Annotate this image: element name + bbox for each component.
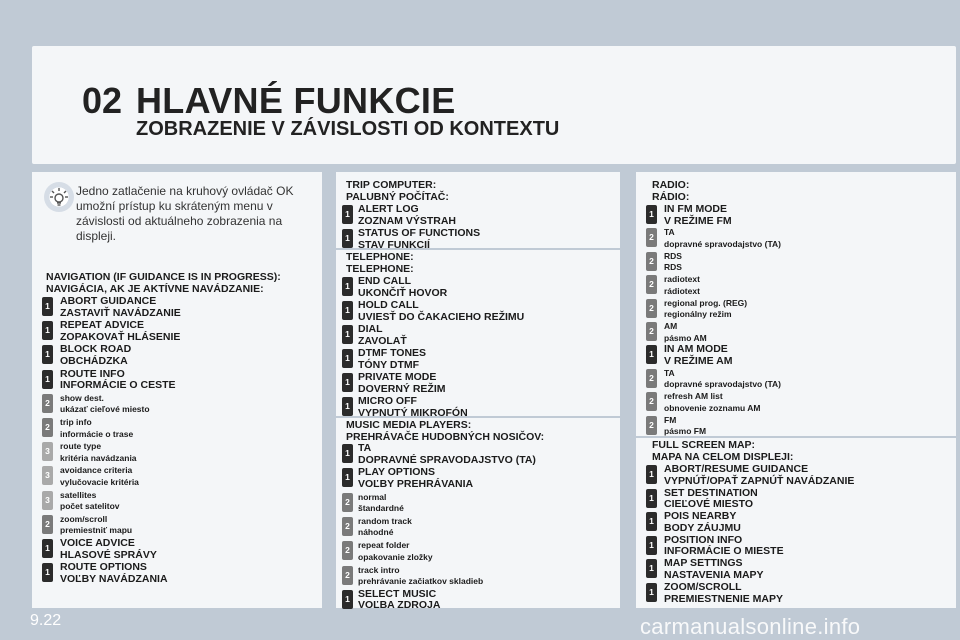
menu-item-label-sk: VOĽBA ZDROJA: [358, 599, 441, 612]
level-badge: 1: [342, 468, 353, 487]
navigation-menu-item: [60, 417, 133, 440]
menu-item-label-sk: pásmo FM: [664, 426, 707, 437]
music-menu-item: [358, 492, 404, 515]
menu-item-label-en: ZOOM/SCROLL: [664, 581, 742, 593]
fullmap-title-sk: MAPA NA CELOM DISPLEJI:: [652, 450, 794, 463]
music-menu-item: [358, 565, 483, 588]
menu-item-label-sk: ZOPAKOVAŤ HLÁSENIE: [60, 330, 181, 343]
level-badge: 2: [646, 392, 657, 411]
navigation-menu-item: [60, 441, 137, 464]
level-badge: 2: [342, 517, 353, 536]
radio-menu-item: [664, 227, 781, 250]
radio-title-en: RADIO:: [652, 179, 690, 191]
menu-item-label-sk: dopravné spravodajstvo (TA): [664, 379, 781, 390]
navigation-menu-item: [60, 538, 157, 561]
level-badge: 2: [342, 541, 353, 560]
menu-item-label-en: ABORT/RESUME GUIDANCE: [664, 463, 809, 475]
level-badge: 1: [646, 465, 657, 484]
navigation-title-en: NAVIGATION (IF GUIDANCE IS IN PROGRESS):: [46, 271, 281, 283]
radio-title: [652, 180, 689, 203]
menu-item-label-en: ALERT LOG: [358, 203, 419, 215]
music-menu-item: [358, 443, 536, 466]
trip-menu-item: [358, 228, 480, 251]
menu-item-label-sk: informácie o trase: [60, 428, 134, 439]
level-badge: 1: [42, 370, 53, 389]
navigation-menu-item: [60, 320, 180, 343]
menu-item-label-en: radiotext: [664, 274, 700, 285]
menu-item-label-en: VOICE ADVICE: [60, 537, 135, 549]
fullmap-menu-item: [664, 464, 854, 487]
menu-item-label-en: HOLD CALL: [358, 299, 419, 311]
level-badge: 1: [646, 536, 657, 555]
level-badge: 1: [646, 205, 657, 224]
navigation-menu-item: [60, 562, 168, 585]
fullmap-title-en: FULL SCREEN MAP:: [652, 439, 756, 451]
level-badge: 1: [42, 345, 53, 364]
level-badge: 3: [42, 466, 53, 485]
radio-menu-item: [664, 344, 732, 367]
menu-item-label-en: MAP SETTINGS: [664, 557, 743, 570]
trip-title: [346, 180, 449, 203]
menu-item-label-en: track intro: [358, 564, 400, 575]
menu-item-label-en: ROUTE OPTIONS: [60, 561, 147, 574]
menu-item-label-en: DIAL: [358, 323, 383, 335]
navigation-menu-item: [60, 369, 176, 392]
radio-menu-item: [664, 204, 732, 227]
menu-item-label-en: FM: [664, 414, 677, 425]
menu-item-label-sk: regionálny režim: [664, 309, 732, 320]
menu-item-label-en: END CALL: [358, 275, 412, 287]
menu-item-label-sk: ZASTAVIŤ NAVÁDZANIE: [60, 306, 181, 319]
telephone-menu-item: [358, 396, 468, 419]
level-badge: 1: [646, 345, 657, 364]
fullmap-menu-item: [664, 558, 764, 581]
menu-item-label-en: POIS NEARBY: [664, 510, 737, 523]
page-title: HLAVNÉ FUNKCIE: [136, 80, 456, 121]
menu-item-label-en: refresh AM list: [664, 391, 723, 402]
music-title: [346, 420, 544, 443]
menu-item-label-en: PRIVATE MODE: [358, 371, 437, 383]
level-badge: 1: [42, 297, 53, 316]
menu-item-label-sk: STAV FUNKCIÍ: [358, 238, 430, 251]
menu-item-label-sk: premiestniť mapu: [60, 525, 133, 536]
menu-item-label-en: REPEAT ADVICE: [60, 319, 145, 332]
menu-item-label-en: IN AM MODE: [664, 343, 728, 356]
menu-item-label-sk: rádiotext: [664, 285, 700, 296]
menu-item-label-en: trip info: [60, 417, 92, 427]
menu-item-label-sk: VOĽBY NAVÁDZANIA: [60, 572, 168, 585]
radio-menu-item: [664, 298, 747, 321]
level-badge: 1: [342, 349, 353, 368]
menu-item-label-sk: náhodné: [358, 527, 394, 538]
telephone-menu-item: [358, 348, 426, 371]
music-menu-item: [358, 516, 412, 539]
level-badge: 1: [342, 325, 353, 344]
menu-item-label-en: IN FM MODE: [664, 203, 727, 215]
navigation-menu-item: [60, 465, 139, 488]
level-badge: 2: [646, 416, 657, 435]
menu-item-label-en: ABORT GUIDANCE: [60, 295, 157, 307]
menu-item-label-sk: DOPRAVNÉ SPRAVODAJSTVO (TA): [358, 453, 536, 466]
level-badge: 1: [342, 373, 353, 392]
music-menu-item: [358, 467, 473, 490]
menu-item-label-en: avoidance criteria: [60, 465, 133, 476]
telephone-menu-item: [358, 324, 407, 347]
menu-item-label-sk: INFORMÁCIE O MIESTE: [664, 545, 784, 558]
left-panel: [32, 172, 322, 608]
level-badge: 2: [646, 228, 657, 247]
menu-item-label-sk: opakovanie zložky: [358, 551, 433, 562]
level-badge: 2: [42, 515, 53, 534]
menu-item-label-sk: VYPNUTÝ MIKROFÓN: [358, 406, 468, 419]
menu-item-label-en: repeat folder: [358, 540, 410, 551]
menu-item-label-en: AM: [664, 321, 678, 331]
level-badge: 1: [342, 444, 353, 463]
radio-menu-item: [664, 415, 706, 438]
level-badge: 1: [646, 583, 657, 602]
telephone-menu-item: [358, 300, 524, 323]
menu-item-label-en: TA: [664, 367, 675, 378]
radio-menu-item: [664, 274, 700, 297]
menu-item-label-en: RDS: [664, 250, 682, 261]
menu-item-label-sk: vylučovacie kritéria: [60, 476, 139, 487]
menu-item-label-sk: PREMIESTNENIE MAPY: [664, 592, 784, 605]
chapter-number: 02: [82, 80, 123, 121]
music-menu-item: [358, 589, 440, 612]
navigation-menu-item: [60, 514, 132, 537]
menu-item-label-sk: ukázať cieľové miesto: [60, 404, 150, 415]
radio-menu-item: [664, 391, 761, 414]
menu-item-label-sk: kritéria navádzania: [60, 452, 137, 463]
level-badge: 1: [646, 489, 657, 508]
menu-item-label-sk: prehrávanie začiatkov skladieb: [358, 576, 484, 586]
radio-menu-item: [664, 251, 682, 274]
level-badge: 1: [342, 590, 353, 609]
navigation-menu-item: [60, 344, 131, 367]
page-subtitle: ZOBRAZENIE V ZÁVISLOSTI OD KONTEXTU: [136, 118, 560, 140]
navigation-menu-item: [60, 296, 181, 319]
menu-item-label-sk: DOVERNÝ REŽIM: [358, 382, 446, 395]
menu-item-label-sk: ZOZNAM VÝSTRAH: [358, 214, 456, 227]
music-title-en: MUSIC MEDIA PLAYERS:: [346, 419, 472, 431]
trip-title-sk: PALUBNÝ POČÍTAČ:: [346, 190, 449, 203]
info-text: Jedno zatlačenie na kruhový ovládač OK umožní prístup ku skráteným menu v závislosti od aktuálneho zobrazenia na displeji.: [76, 184, 294, 243]
level-badge: 3: [42, 491, 53, 510]
trip-title-en: TRIP COMPUTER:: [346, 179, 437, 191]
music-menu-item: [358, 540, 433, 563]
level-badge: 1: [42, 539, 53, 558]
radio-title-sk: RÁDIO:: [652, 190, 690, 203]
menu-item-label-en: normal: [358, 491, 387, 502]
menu-item-label-sk: HLASOVÉ SPRÁVY: [60, 548, 157, 561]
menu-item-label-sk: NASTAVENIA MAPY: [664, 568, 764, 581]
menu-item-label-sk: TÓNY DTMF: [358, 358, 420, 371]
radio-menu-item: [664, 321, 707, 344]
menu-item-label-en: ROUTE INFO: [60, 367, 125, 380]
menu-item-label-en: SET DESTINATION: [664, 486, 758, 499]
menu-item-label-sk: dopravné spravodajstvo (TA): [664, 238, 781, 249]
fullmap-menu-item: [664, 582, 783, 605]
navigation-title-sk: NAVIGÁCIA, AK JE AKTÍVNE NAVÁDZANIE:: [46, 282, 264, 295]
fullmap-title: [652, 440, 793, 463]
level-badge: 2: [42, 394, 53, 413]
navigation-title: [46, 272, 281, 295]
menu-item-label-sk: RDS: [664, 262, 682, 273]
navigation-menu-item: [60, 490, 120, 513]
telephone-menu-item: [358, 372, 446, 395]
level-badge: 2: [646, 322, 657, 341]
navigation-menu-item: [60, 393, 150, 416]
menu-item-label-en: regional prog. (REG): [664, 297, 748, 308]
menu-item-label-sk: ZAVOLAŤ: [358, 334, 407, 347]
menu-item-label-en: DTMF TONES: [358, 347, 427, 359]
menu-item-label-en: STATUS OF FUNCTIONS: [358, 227, 481, 239]
menu-item-label-en: MICRO OFF: [358, 395, 417, 407]
level-badge: 2: [646, 299, 657, 318]
level-badge: 2: [342, 493, 353, 512]
level-badge: 2: [342, 566, 353, 585]
fullmap-menu-item: [664, 488, 758, 511]
trip-menu-item: [358, 204, 456, 227]
music-title-sk: PREHRÁVAČE HUDOBNÝCH NOSIČOV:: [346, 430, 545, 443]
menu-item-label-en: POSITION INFO: [664, 533, 743, 546]
middle-panel: [336, 172, 620, 612]
menu-item-label-en: random track: [358, 515, 412, 526]
menu-item-label-en: BLOCK ROAD: [60, 343, 132, 356]
menu-item-label-sk: UKONČIŤ HOVOR: [358, 286, 448, 299]
watermark: carmanualsonline.info: [640, 614, 861, 639]
menu-item-label-en: zoom/scroll: [60, 513, 108, 524]
level-badge: 2: [42, 418, 53, 437]
level-badge: 1: [342, 397, 353, 416]
menu-item-label-sk: BODY ZÁUJMU: [664, 521, 741, 534]
fullmap-menu-item: [664, 535, 784, 558]
telephone-title-sk: TELEPHONE:: [346, 262, 414, 275]
level-badge: 2: [646, 275, 657, 294]
level-badge: 1: [646, 559, 657, 578]
radio-menu-item: [664, 368, 781, 391]
menu-item-label-sk: V REŽIME AM: [664, 354, 733, 367]
menu-item-label-en: TA: [358, 442, 372, 454]
menu-item-label-sk: počet satelitov: [60, 501, 120, 512]
level-badge: 1: [42, 321, 53, 340]
menu-item-label-sk: VYPNÚŤ/OPAŤ ZAPNÚŤ NAVÁDZANIE: [664, 474, 855, 487]
lightbulb-icon: [44, 182, 74, 212]
level-badge: 2: [646, 369, 657, 388]
menu-item-label-en: satellites: [60, 489, 97, 500]
level-badge: 1: [646, 512, 657, 531]
page-number: 9.22: [30, 612, 62, 629]
menu-item-label-en: SELECT MUSIC: [358, 587, 437, 600]
level-badge: 1: [342, 229, 353, 248]
menu-item-label-sk: CIEĽOVÉ MIESTO: [664, 498, 754, 511]
level-badge: 1: [342, 301, 353, 320]
level-badge: 1: [342, 277, 353, 296]
menu-item-label-sk: UVIESŤ DO ČAKACIEHO REŽIMU: [358, 310, 525, 323]
menu-item-label-sk: OBCHÁDZKA: [60, 354, 128, 367]
menu-item-label-sk: pásmo AM: [664, 332, 707, 343]
telephone-menu-item: [358, 276, 447, 299]
menu-item-label-sk: V REŽIME FM: [664, 214, 732, 227]
menu-item-label-sk: obnovenie zoznamu AM: [664, 402, 761, 413]
menu-item-label-en: TA: [664, 227, 675, 238]
telephone-title-en: TELEPHONE:: [346, 251, 414, 263]
level-badge: 1: [342, 205, 353, 224]
fullmap-menu-item: [664, 511, 741, 534]
menu-item-label-en: route type: [60, 441, 102, 452]
menu-item-label-sk: štandardné: [358, 503, 404, 514]
header-band: [32, 46, 956, 164]
level-badge: 2: [646, 252, 657, 271]
menu-item-label-en: show dest.: [60, 392, 104, 403]
telephone-title: [346, 252, 414, 275]
right-panel: [636, 172, 956, 608]
level-badge: 3: [42, 442, 53, 461]
info-box: [38, 180, 314, 262]
menu-item-label-sk: INFORMÁCIE O CESTE: [60, 379, 176, 392]
menu-item-label-sk: VOĽBY PREHRÁVANIA: [358, 477, 474, 490]
level-badge: 1: [42, 563, 53, 582]
menu-item-label-en: PLAY OPTIONS: [358, 466, 436, 479]
